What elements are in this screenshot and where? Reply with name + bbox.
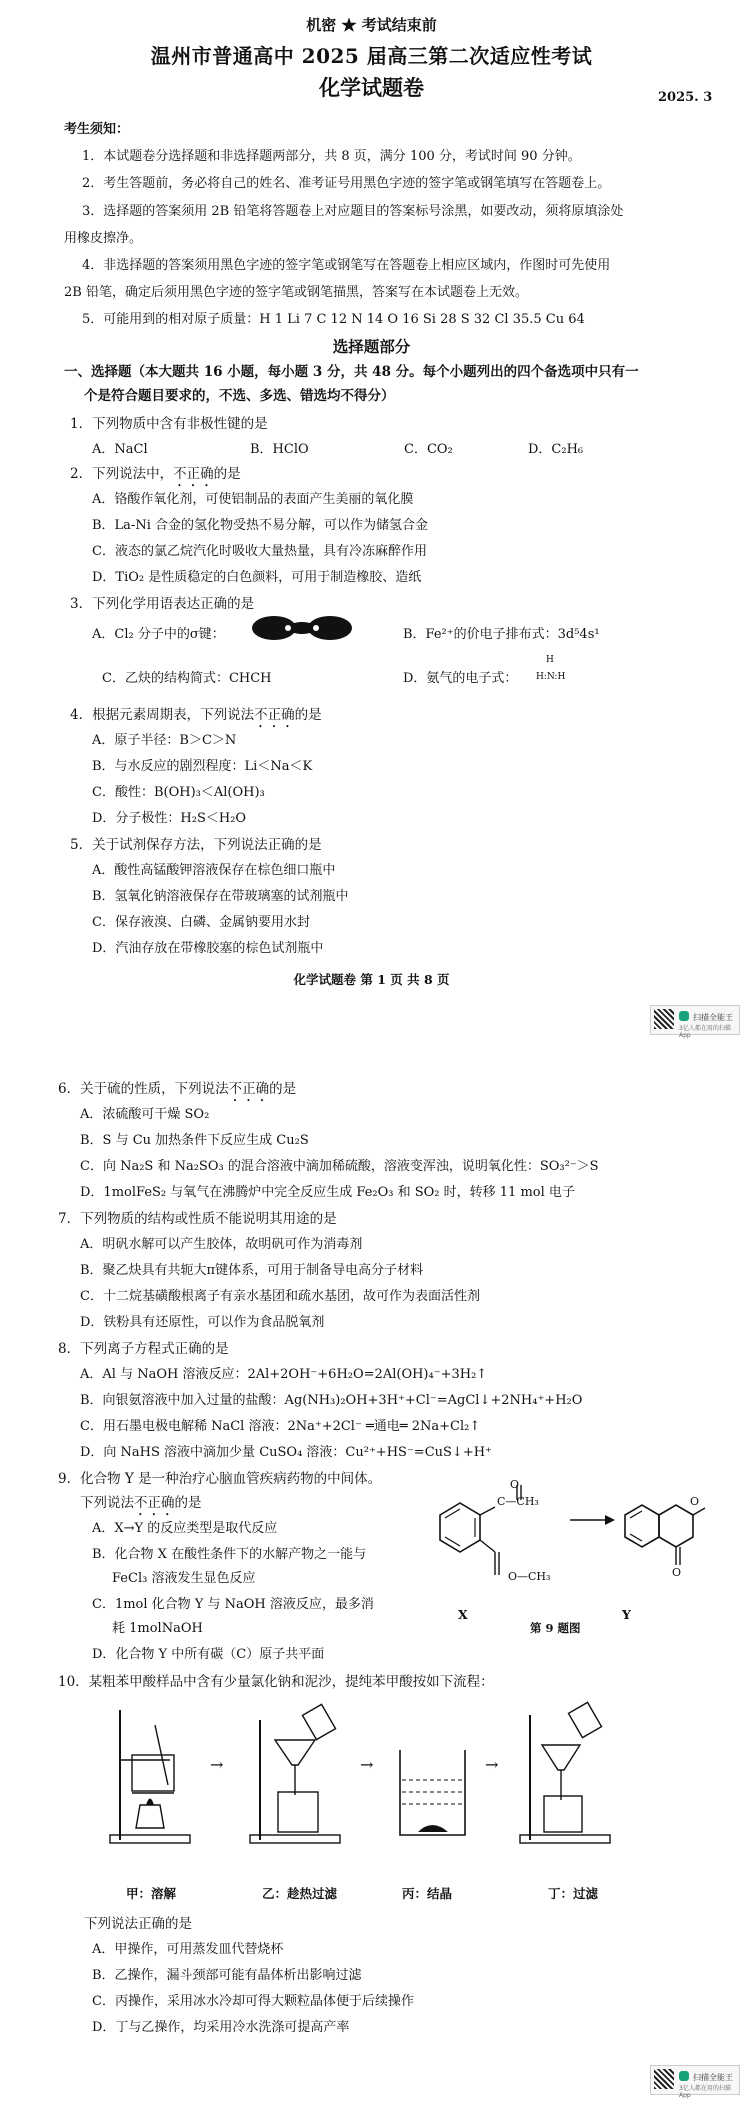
option-d: D．铁粉具有还原性，可以作为食品脱氧剂: [80, 1315, 325, 1330]
option-b: B．HClO: [250, 442, 309, 457]
option-c: C．乙炔的结构简式：CHCH: [102, 671, 272, 686]
notice-item: 5．可能用到的相对原子质量：H 1 Li 7 C 12 N 14 O 16 Si 28 S 32 Cl 35.5 Cu 64: [82, 312, 585, 327]
watermark-label: 扫描全能王: [693, 2073, 733, 2082]
option-b: B．乙操作，漏斗颈部可能有晶体析出影响过滤: [92, 1968, 362, 1983]
compound-y-label: Y: [622, 1607, 631, 1622]
qr-code-icon: [654, 2069, 674, 2089]
question-8-stem: 8．下列离子方程式正确的是: [58, 1341, 229, 1357]
watermark-sub: 3亿人都在用的扫描App: [679, 1025, 731, 1039]
option-a: A．Cl₂ 分子中的σ键：: [92, 627, 225, 642]
option-d: D．汽油存放在带橡胶塞的棕色试剂瓶中: [92, 941, 324, 956]
compound-x-label: X: [458, 1607, 468, 1622]
question-1-stem: 1．下列物质中含有非极性键的是: [70, 416, 268, 432]
notice-item: 4．非选择题的答案须用黑色字迹的签字笔或钢笔写在答题卷上相应区域内，作图时可先使用: [82, 258, 611, 273]
exam-page-1: [0, 0, 743, 1040]
purification-apparatus-figure: [110, 1700, 710, 1870]
option-a: A．铬酸作氧化剂，可使铝制品的表面产生美丽的氧化膜: [92, 492, 414, 507]
option-d: D．氨气的电子式：: [403, 671, 518, 686]
question-7-stem: 7．下列物质的结构或性质不能说明其用途的是: [58, 1211, 337, 1227]
step-label: 甲：溶解: [126, 1886, 177, 1901]
page-footer: 化学试题卷 第 1 页 共 8 页: [293, 972, 450, 987]
ketone-o-label: O: [672, 1566, 682, 1579]
sigma-bond-orbital-icon: [252, 613, 352, 643]
option-b: B．La-Ni 合金的氢化物受热不易分解，可以作为储氢合金: [92, 518, 428, 533]
question-9-stem-2: 下列说法不正确的是: [80, 1495, 202, 1511]
exam-date: 2025. 3: [658, 90, 713, 105]
acetyl-group-label: C—CH₃: [497, 1495, 539, 1508]
option-a: A．NaCl: [92, 442, 148, 457]
lactone-o-label: O: [690, 1495, 700, 1508]
option-a: A．明矾水解可以产生胶体，故明矾可作为消毒剂: [80, 1237, 363, 1252]
option-a: A．酸性高锰酸钾溶液保存在棕色细口瓶中: [92, 863, 336, 878]
carbonyl-o-label: O: [510, 1478, 520, 1491]
option-a: A．原子半径：B＞C＞N: [92, 733, 237, 748]
option-c: C．十二烷基磺酸根离子有亲水基团和疏水基团，故可作为表面活性剂: [80, 1289, 480, 1304]
question-4-stem: 4．根据元素周期表，下列说法不正确的是: [70, 707, 322, 723]
step-label: 丙：结晶: [402, 1886, 453, 1901]
figure-caption: 第 9 题图: [530, 1621, 581, 1635]
electron-formula-bottom: H:N:H: [536, 672, 566, 682]
question-2-stem: 2．下列说法中，不正确的是: [70, 466, 241, 482]
option-c-cont: 耗 1molNaOH: [112, 1621, 203, 1636]
option-c: C．酸性：B(OH)₃＜Al(OH)₃: [92, 785, 265, 800]
qr-code-icon: [654, 1009, 674, 1029]
electron-formula-top: H: [546, 655, 554, 665]
methoxy-group-label: O—CH₃: [508, 1570, 551, 1583]
option-d: D．分子极性：H₂S＜H₂O: [92, 811, 247, 826]
exam-title: 温州市普通高中 2025 届高三第二次适应性考试: [150, 44, 593, 68]
option-b: B．向银氨溶液中加入过量的盐酸：Ag(NH₃)₂OH+3H⁺+Cl⁻=AgCl↓+2NH₄⁺+H₂O: [80, 1393, 583, 1408]
scanner-app-icon: [679, 1011, 689, 1021]
question-9-stem: 9．化合物 Y 是一种治疗心脑血管疾病药物的中间体。: [58, 1471, 382, 1487]
option-a: A．浓硫酸可干燥 SO₂: [80, 1107, 210, 1122]
option-a: A．X→Y 的反应类型是取代反应: [92, 1521, 278, 1536]
notice-item: 用橡皮擦净。: [64, 231, 143, 246]
notice-heading: 考生须知：: [64, 122, 130, 137]
step-label: 丁：过滤: [548, 1886, 599, 1901]
option-b: B．与水反应的剧烈程度：Li＜Na＜K: [92, 759, 313, 774]
option-c: C．1mol 化合物 Y 与 NaOH 溶液反应，最多消: [92, 1597, 374, 1612]
svg-text:→: →: [210, 1755, 224, 1774]
option-b: B．Fe²⁺的价电子排布式：3d⁵4s¹: [403, 627, 600, 642]
scanner-watermark: [650, 2065, 740, 2099]
svg-text:→: →: [485, 1755, 499, 1774]
question-5-stem: 5．关于试剂保存方法，下列说法正确的是: [70, 837, 322, 853]
confidential-label: 机密 ★ 考试结束前: [306, 16, 437, 34]
hot-filtration-apparatus: [250, 1704, 340, 1843]
notice-item: 2．考生答题前，务必将自己的姓名、准考证号用黑色字迹的签字笔或钢笔填写在答题卷上。: [82, 176, 611, 191]
option-d: D．丁与乙操作，均采用冷水洗涤可提高产率: [92, 2020, 350, 2035]
option-c: C．CO₂: [404, 442, 453, 457]
option-d: D．TiO₂ 是性质稳定的白色颜料，可用于制造橡胶、造纸: [92, 570, 422, 585]
option-b: B．化合物 X 在酸性条件下的水解产物之一能与: [92, 1547, 367, 1562]
filtration-apparatus: [520, 1702, 610, 1843]
option-c: C．用石墨电极电解稀 NaCl 溶液：2Na⁺+2Cl⁻ ═通电═ 2Na+Cl₂↑: [80, 1419, 481, 1434]
notice-item: 1．本试题卷分选择题和非选择题两部分，共 8 页，满分 100 分，考试时间 90 分钟。: [82, 149, 581, 164]
option-b-cont: FeCl₃ 溶液发生显色反应: [112, 1571, 256, 1586]
question-10-stem-2: 下列说法正确的是: [84, 1916, 192, 1932]
option-d: D．向 NaHS 溶液中滴加少量 CuSO₄ 溶液：Cu²⁺+HS⁻=CuS↓+H⁺: [80, 1445, 492, 1460]
option-d: D．1molFeS₂ 与氧气在沸腾炉中完全反应生成 Fe₂O₃ 和 SO₂ 时，转移 11 mol 电子: [80, 1185, 575, 1200]
watermark-label: 扫描全能王: [693, 1013, 733, 1022]
scanner-app-icon: [679, 2071, 689, 2081]
option-c: C．保存液溴、白磷、金属钠要用水封: [92, 915, 310, 930]
section-intro: 个是符合题目要求的，不选、多选、错选均不得分）: [84, 388, 395, 404]
section-intro: 一、选择题（本大题共 16 小题，每小题 3 分，共 48 分。每个小题列出的四个备选项中只有一: [64, 364, 639, 380]
option-c: C．液态的氯乙烷汽化时吸收大量热量，具有冷冻麻醉作用: [92, 544, 427, 559]
option-b: B．S 与 Cu 加热条件下反应生成 Cu₂S: [80, 1133, 309, 1148]
question-10-stem: 10．某粗苯甲酸样品中含有少量氯化钠和泥沙，提纯苯甲酸按如下流程：: [58, 1674, 494, 1690]
dissolve-apparatus: [110, 1710, 190, 1843]
option-c: C．丙操作，采用冰水冷却可得大颗粒晶体便于后续操作: [92, 1994, 414, 2009]
step-label: 乙：趁热过滤: [262, 1886, 338, 1901]
option-b: B．聚乙炔具有共轭大π键体系，可用于制备导电高分子材料: [80, 1263, 424, 1278]
exam-page-2: [0, 1040, 743, 2104]
exam-subtitle: 化学试题卷: [319, 75, 424, 100]
option-b: B．氢氧化钠溶液保存在带玻璃塞的试剂瓶中: [92, 889, 349, 904]
option-c: C．向 Na₂S 和 Na₂SO₃ 的混合溶液中滴加稀硫酸，溶液变浑浊，说明氧化性：SO₃²⁻＞S: [80, 1159, 599, 1174]
option-a: A．Al 与 NaOH 溶液反应：2Al+2OH⁻+6H₂O=2Al(OH)₄⁻+3H₂↑: [80, 1367, 488, 1382]
watermark-sub: 3亿人都在用的扫描App: [679, 2085, 731, 2099]
crystallization-apparatus: [400, 1750, 465, 1835]
section-title: 选择题部分: [332, 337, 411, 356]
question-3-stem: 3．下列化学用语表达正确的是: [70, 596, 255, 612]
notice-item: 3．选择题的答案须用 2B 铅笔将答题卷上对应题目的答案标号涂黑，如要改动，须将原填涂处: [82, 204, 624, 219]
notice-item: 2B 铅笔，确定后须用黑色字迹的签字笔或钢笔描黑，答案写在本试题卷上无效。: [64, 285, 528, 300]
option-d: D．C₂H₆: [528, 442, 584, 457]
option-d: D．化合物 Y 中所有碳（C）原子共平面: [92, 1647, 325, 1662]
scanner-watermark: [650, 1005, 740, 1039]
svg-text:→: →: [360, 1755, 374, 1774]
question-6-stem: 6．关于硫的性质，下列说法不正确的是: [58, 1081, 297, 1097]
option-a: A．甲操作，可用蒸发皿代替烧杯: [92, 1942, 284, 1957]
